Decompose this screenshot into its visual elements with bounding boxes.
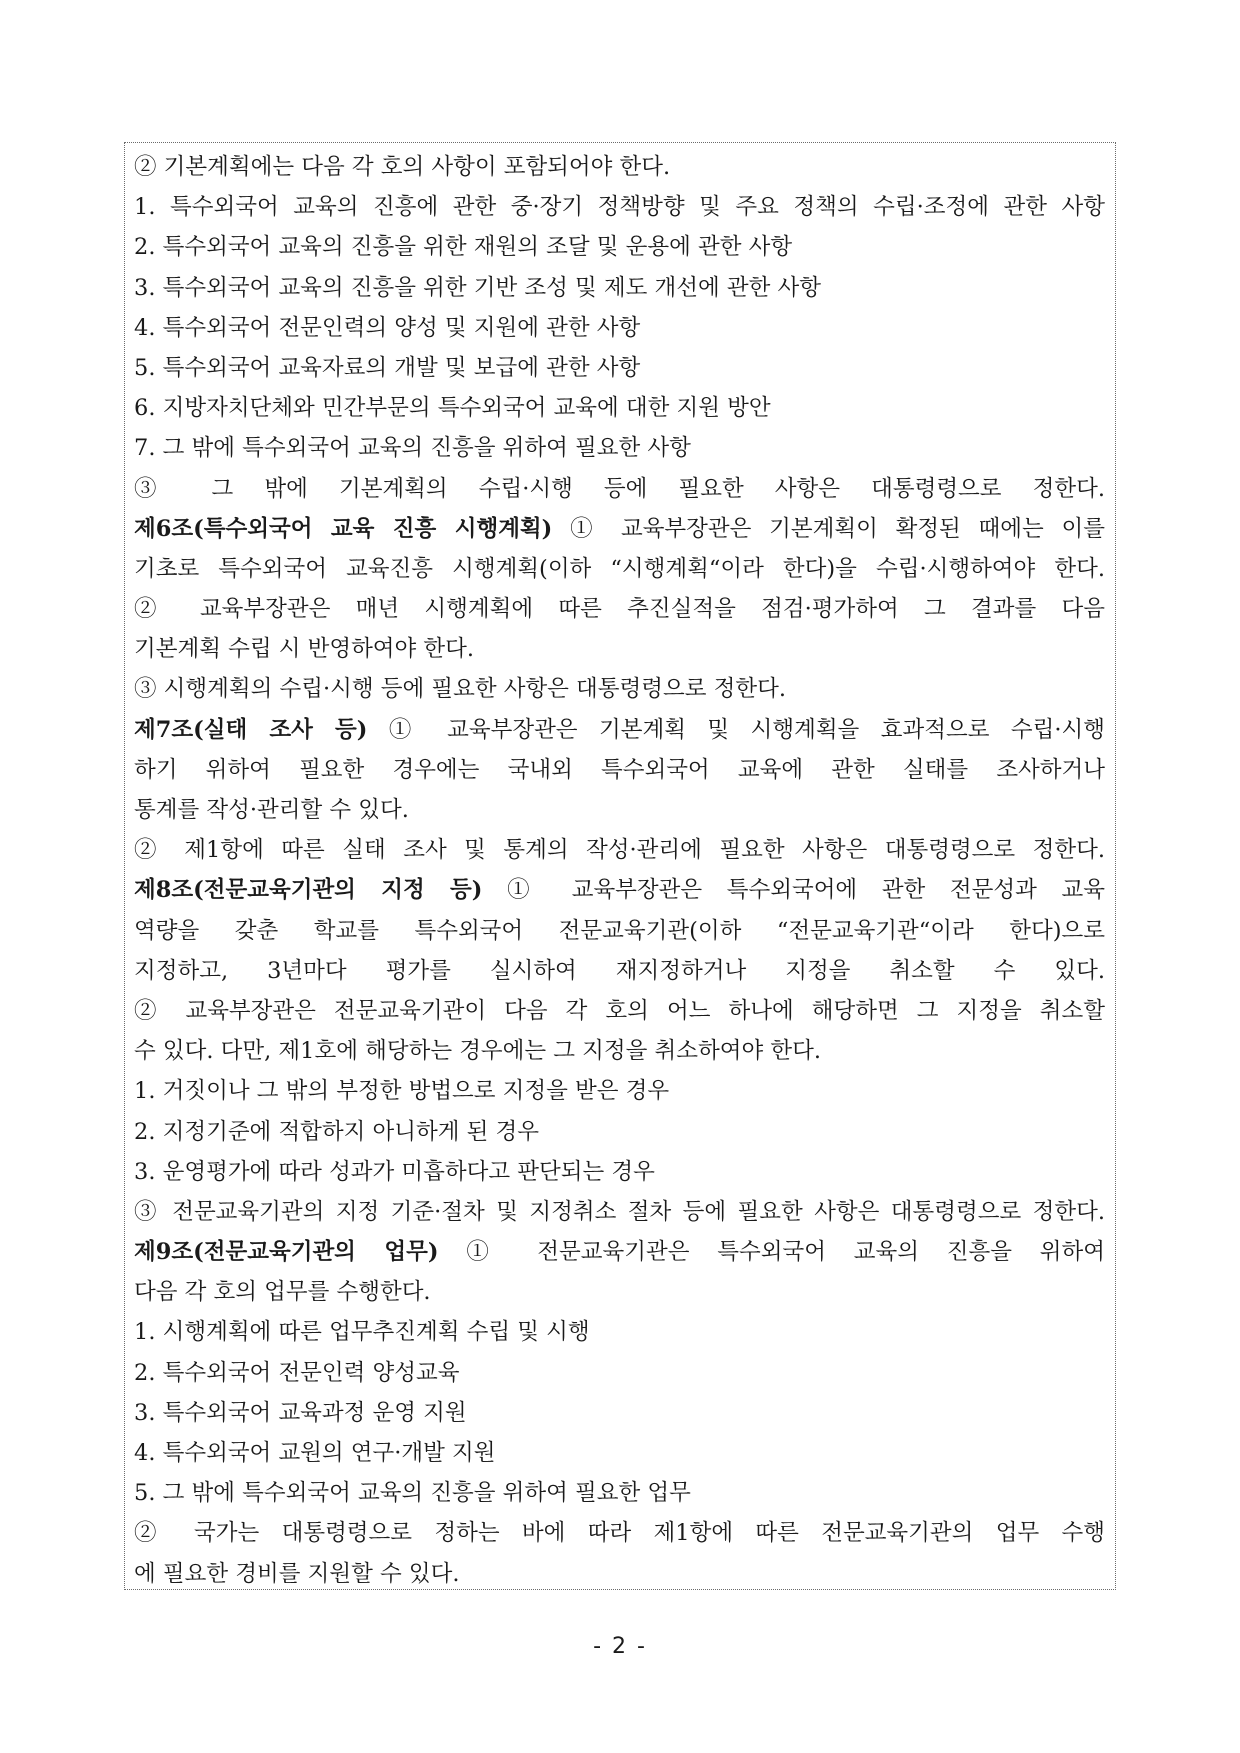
text-line: 1. 시행계획에 따른 업무추진계획 수립 및 시행 [134,1319,590,1346]
text-line: 4. 특수외국어 교원의 연구·개발 지원 [134,1440,496,1466]
article-6-line [134,509,1105,549]
text-line: 기본계획 수립 시 반영하여야 한다. [134,636,475,663]
text-line: 2. 지정기준에 적합하지 아니하게 된 경우 [134,1118,539,1145]
article-text: ① 교육부장관은 특수외국어에 관한 전문성과 교육 [482,877,1105,904]
text-line: 6. 지방자치단체와 민간부문의 특수외국어 교육에 대한 지원 방안 [134,395,771,422]
text-line: 2. 특수외국어 전문인력 양성교육 [134,1359,460,1386]
article-text: ① 교육부장관은 기본계획이 확정된 때에는 이를 [552,515,1105,542]
article-text: ① 교육부장관은 기본계획 및 시행계획을 효과적으로 수립·시행 [367,716,1105,743]
text-line: 2. 특수외국어 교육의 진흥을 위한 재원의 조달 및 운용에 관한 사항 [134,234,793,261]
text-line: 통계를 작성·관리할 수 있다. [134,797,409,823]
article-7-line [134,710,1105,750]
text-line: ③ 전문교육기관의 지정 기준·절차 및 지정취소 절차 등에 필요한 사항은 대통령령으로 정한다. [134,1198,1105,1225]
text-line: 에 필요한 경비를 지원할 수 있다. [134,1560,460,1587]
text-line: ② 교육부장관은 매년 시행계획에 따른 추진실적을 점검·평가하여 그 결과를 다음 [134,596,1105,623]
text-line: ③ 그 밖에 기본계획의 수립·시행 등에 필요한 사항은 대통령령으로 정한다. [134,475,1105,502]
text-line: 수 있다. 다만, 제1호에 해당하는 경우에는 그 지정을 취소하여야 한다. [134,1038,821,1065]
text-line: ② 교육부장관은 전문교육기관이 다음 각 호의 어느 하나에 해당하면 그 지정을 취소할 [134,997,1105,1024]
text-line: ③ 시행계획의 수립·시행 등에 필요한 사항은 대통령령으로 정한다. [134,676,786,703]
text-line: 1. 거짓이나 그 밖의 부정한 방법으로 지정을 받은 경우 [134,1078,670,1105]
article-heading: 제9조(전문교육기관의 업무) [134,1239,439,1266]
text-line: 기초로 특수외국어 교육진흥 시행계획(이하 “시행계획“이라 한다)을 수립·시행하여야 한다. [134,555,1105,582]
text-line: 역량을 갖춘 학교를 특수외국어 전문교육기관(이하 “전문교육기관“이라 한다)으로 [134,917,1105,944]
text-line: 3. 특수외국어 교육의 진흥을 위한 기반 조성 및 제도 개선에 관한 사항 [134,274,821,301]
text-line: 4. 특수외국어 전문인력의 양성 및 지원에 관한 사항 [134,314,641,341]
text-line: ② 기본계획에는 다음 각 호의 사항이 포함되어야 한다. [134,154,671,180]
article-heading: 제6조(특수외국어 교육 진흥 시행계획) [134,515,553,542]
text-line: 7. 그 밖에 특수외국어 교육의 진흥을 위하여 필요한 사항 [134,435,691,462]
text-line: 하기 위하여 필요한 경우에는 국내외 특수외국어 교육에 관한 실태를 조사하거나 [134,756,1105,783]
text-line: ② 제1항에 따른 실태 조사 및 통계의 작성·관리에 필요한 사항은 대통령령으로 정한다. [134,837,1105,864]
text-line: 지정하고, 3년마다 평가를 실시하여 재지정하거나 지정을 취소할 수 있다. [134,957,1105,984]
article-8-line [134,870,1105,910]
text-line: 다음 각 호의 업무를 수행한다. [134,1279,431,1306]
text-line: 5. 그 밖에 특수외국어 교육의 진흥을 위하여 필요한 업무 [134,1480,691,1507]
law-text-box [124,142,1116,1590]
text-line: ② 국가는 대통령령으로 정하는 바에 따라 제1항에 따른 전문교육기관의 업무 수행 [134,1520,1105,1547]
text-line: 5. 특수외국어 교육자료의 개발 및 보급에 관한 사항 [134,354,641,381]
text-line: 3. 특수외국어 교육과정 운영 지원 [134,1399,467,1426]
article-heading: 제7조(실태 조사 등) [134,716,368,743]
page-number: - 2 - [593,1634,647,1659]
text-line: 1. 특수외국어 교육의 진흥에 관한 중·장기 정책방향 및 주요 정책의 수립·조정에 관한 사항 [134,194,1105,221]
text-line: 3. 운영평가에 따라 성과가 미흡하다고 판단되는 경우 [134,1158,655,1185]
article-9-line [134,1232,1105,1272]
article-text: ① 전문교육기관은 특수외국어 교육의 진흥을 위하여 [438,1239,1105,1266]
article-heading: 제8조(전문교육기관의 지정 등) [134,877,483,904]
